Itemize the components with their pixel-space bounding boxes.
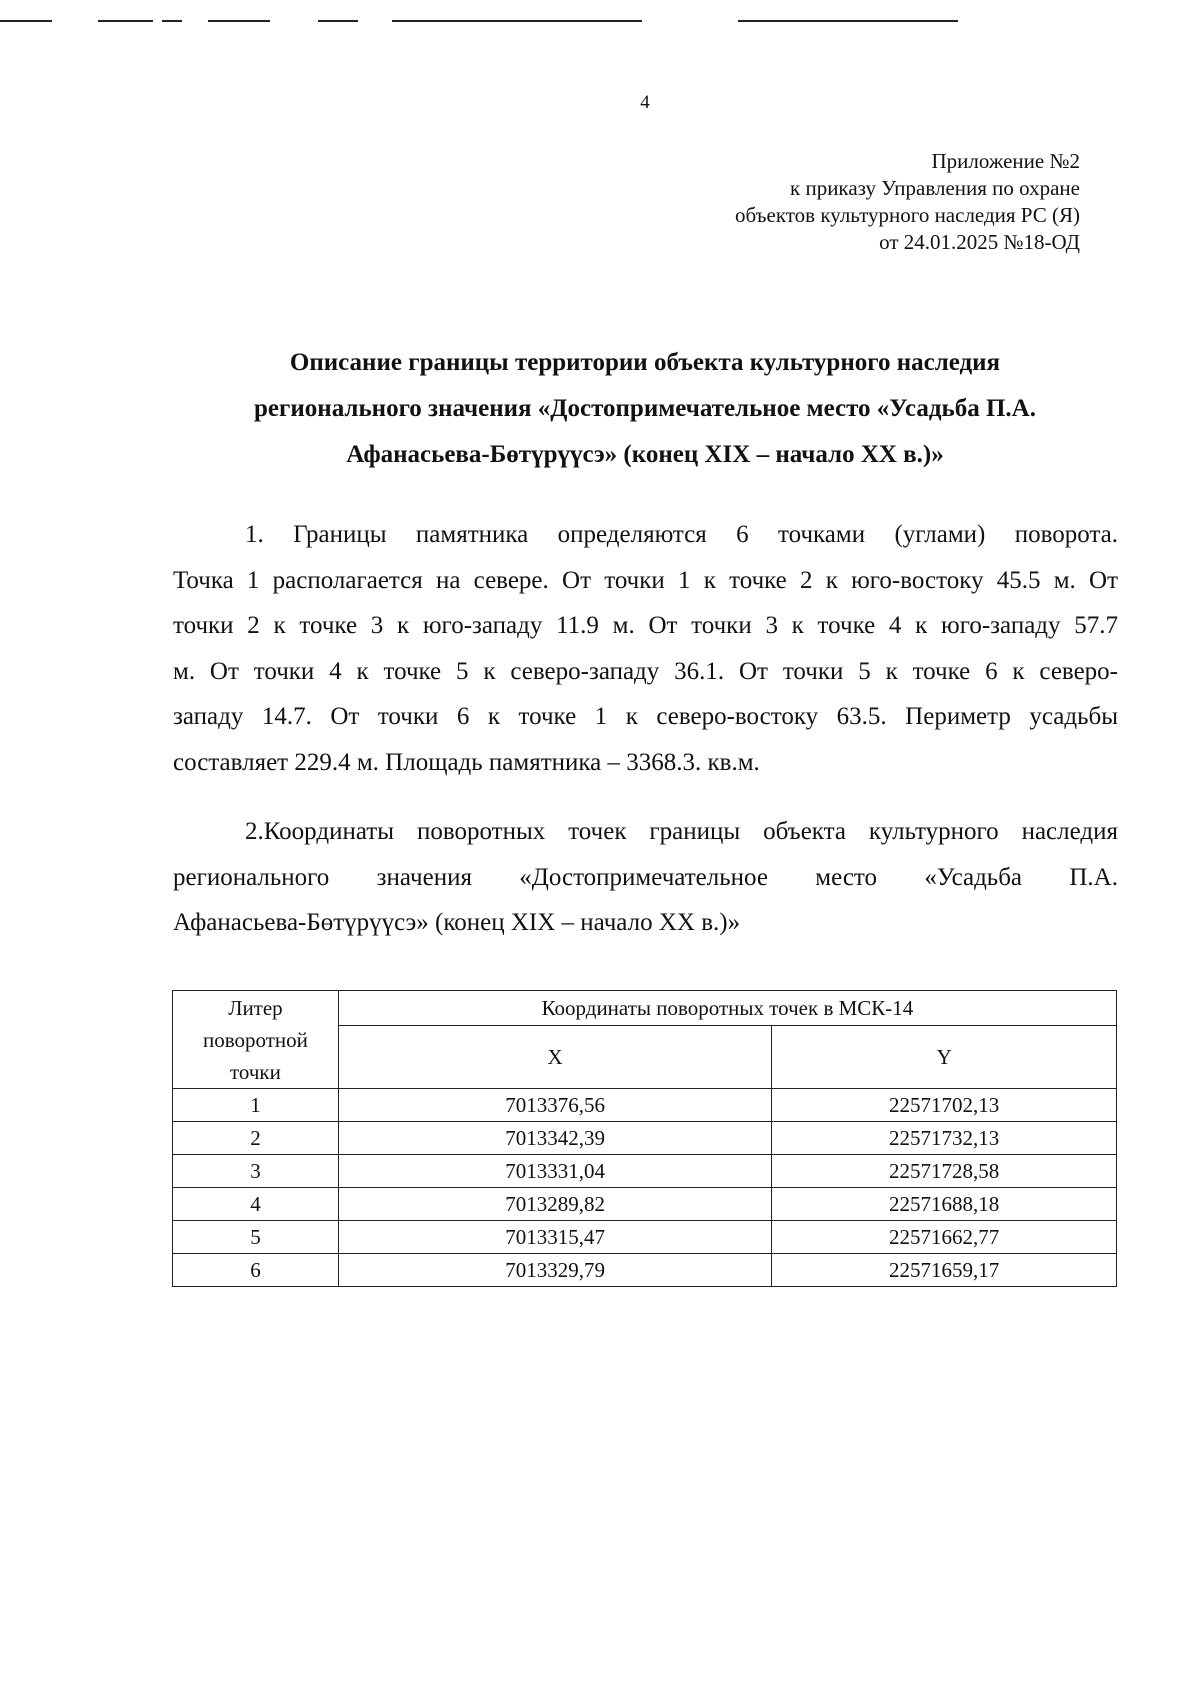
scan-artifact-line <box>0 20 52 22</box>
cell-point: 5 <box>173 1221 339 1254</box>
appendix-line: Приложение №2 <box>931 149 1080 173</box>
appendix-line: к приказу Управления по охране <box>790 176 1080 200</box>
title-line: Афанасьева-Бөтүрүүсэ» (конец XIX – начало XX в.)» <box>346 441 944 468</box>
cell-y: 22571728,58 <box>772 1155 1117 1188</box>
scan-artifact-line <box>162 20 182 22</box>
paragraph-line: 1. Границы памятника определяются 6 точками (углами) поворота. <box>245 521 1118 548</box>
paragraph-line: Точка 1 располагается на севере. От точки 1 к точке 2 к юго-востоку 45.5 м. От <box>173 566 1118 594</box>
header-coordinates: Координаты поворотных точек в МСК-14 <box>338 991 1116 1026</box>
title-line: Описание границы территории объекта культурного наследия <box>289 349 1001 376</box>
header-letter-line: Литер <box>228 995 283 1020</box>
cell-x: 7013315,47 <box>338 1221 771 1254</box>
coordinates-table <box>172 990 1117 1287</box>
paragraph-line: точки 2 к точке 3 к юго-западу 11.9 м. От точки 3 к точке 4 к юго-западу 57.7 <box>173 612 1118 640</box>
cell-x: 7013329,79 <box>338 1254 771 1287</box>
table-row <box>173 1122 1117 1155</box>
cell-y: 22571662,77 <box>772 1221 1117 1254</box>
cell-point: 6 <box>173 1254 339 1287</box>
cell-point: 4 <box>173 1188 339 1221</box>
paragraph-line: Афанасьева-Бөтүрүүсэ» (конец XIX – начало XX в.)» <box>173 909 741 937</box>
scan-artifact-line <box>392 20 642 22</box>
table-header-row <box>173 991 1117 1026</box>
paragraph-line: западу 14.7. От точки 6 к точке 1 к северо-востоку 63.5. Периметр усадьбы <box>173 703 1118 731</box>
cell-y: 22571688,18 <box>772 1188 1117 1221</box>
cell-point: 2 <box>173 1122 339 1155</box>
title-line: регионального значения «Достопримечательное место «Усадьба П.А. <box>254 395 1036 422</box>
header-x: X <box>338 1026 771 1089</box>
scan-artifact-line <box>208 20 270 22</box>
paragraph-boundary-description <box>173 512 1118 786</box>
cell-point: 1 <box>173 1089 339 1122</box>
appendix-header <box>735 148 1080 256</box>
paragraph-line: 2.Координаты поворотных точек границы объекта культурного наследия <box>245 818 1118 845</box>
cell-point: 3 <box>173 1155 339 1188</box>
scan-artifact-line <box>318 20 358 22</box>
table-row <box>173 1089 1117 1122</box>
scan-artifact-line <box>738 20 958 22</box>
scan-artifact-line <box>98 20 153 22</box>
cell-x: 7013289,82 <box>338 1188 771 1221</box>
cell-y: 22571659,17 <box>772 1254 1117 1287</box>
cell-x: 7013342,39 <box>338 1122 771 1155</box>
appendix-line: объектов культурного наследия РС (Я) <box>735 203 1080 227</box>
header-letter-line: точки <box>230 1059 281 1084</box>
header-letter-line: поворотной <box>203 1027 308 1052</box>
cell-x: 7013376,56 <box>338 1089 771 1122</box>
paragraph-line: м. От точки 4 к точке 5 к северо-западу 36.1. От точки 5 к точке 6 к северо- <box>173 657 1118 685</box>
header-y: Y <box>772 1026 1117 1089</box>
paragraph-line: регионального значения «Достопримечательное место «Усадьба П.А. <box>173 863 1118 891</box>
page-number: 4 <box>640 92 650 113</box>
table-row <box>173 1221 1117 1254</box>
document-title <box>175 340 1115 478</box>
table-row <box>173 1155 1117 1188</box>
paragraph-line: составляет 229.4 м. Площадь памятника – 3368.3. кв.м. <box>173 748 760 776</box>
cell-y: 22571702,13 <box>772 1089 1117 1122</box>
header-point-letter <box>173 991 339 1089</box>
paragraph-coordinates-intro <box>173 809 1118 946</box>
table-row <box>173 1188 1117 1221</box>
table-row <box>173 1254 1117 1287</box>
cell-y: 22571732,13 <box>772 1122 1117 1155</box>
appendix-line: от 24.01.2025 №18-ОД <box>879 230 1080 254</box>
cell-x: 7013331,04 <box>338 1155 771 1188</box>
